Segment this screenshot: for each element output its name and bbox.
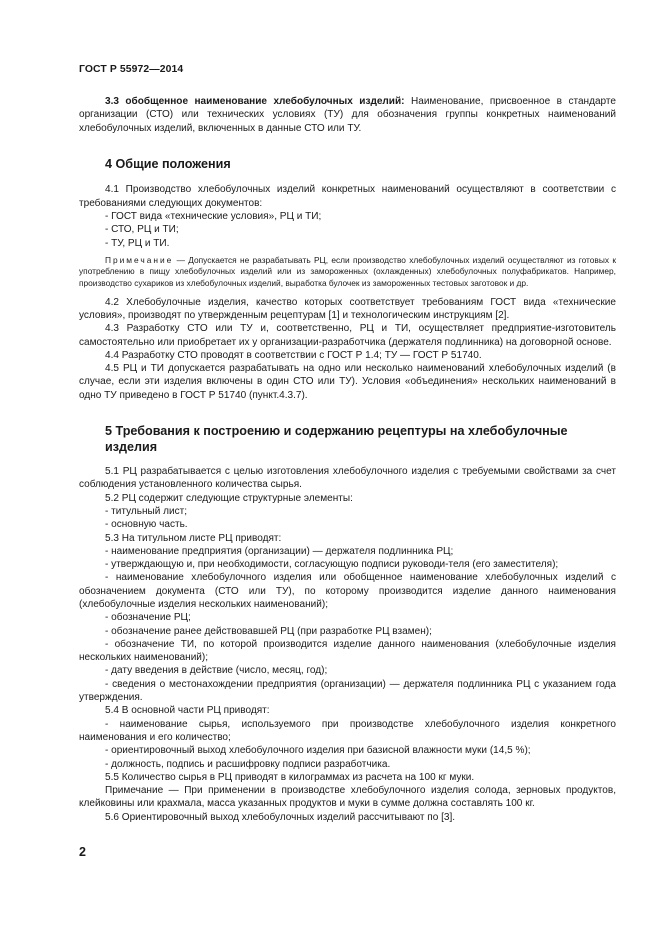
list-item: - ТУ, РЦ и ТИ. bbox=[105, 237, 170, 249]
clause-5-6: 5.6 Ориентировочный выход хлебобулочных изделий рассчитывают по [3]. bbox=[105, 811, 456, 823]
list-item: - утверждающую и, при необходимости, согласующую подписи руководи-теля (его заместителя); bbox=[105, 559, 559, 571]
clause-5-3: 5.3 На титульном листе РЦ приводят: bbox=[105, 532, 282, 544]
list-item: - СТО, РЦ и ТИ; bbox=[105, 224, 179, 236]
list-item: - наименование хлебобулочного изделия или обобщенное наименование хлебобулочных изделий с обозначением документа (СТО или ТУ), по которому производится изделие данного наименования (хлебобулочные изделия нескольких наименований); bbox=[79, 572, 616, 610]
list-item: - дату введения в действие (число, месяц, год); bbox=[105, 665, 328, 677]
section-4-heading: 4 Общие положения bbox=[105, 156, 231, 171]
list-item: - наименование сырья, используемого при производстве хлебобулочного изделия конкретного наименования и его количество; bbox=[79, 718, 616, 743]
clause-4-3: 4.3 Разработку СТО или ТУ и, соответственно, РЦ и ТИ, осуществляет предприятие-изготовитель самостоятельно или приобретает их у организации-разработчика (держателя подлинника) на договорной основе. bbox=[79, 323, 616, 348]
clause-5-5-note: Примечание — При применении в производстве хлебобулочного изделия солода, зерновых продуктов, клейковины или крахмала, масса указанных продуктов и муки в сумме должна составлять 100 кг. bbox=[79, 785, 616, 810]
list-item: - ГОСТ вида «технические условия», РЦ и ТИ; bbox=[105, 210, 322, 222]
clause-5-4: 5.4 В основной части РЦ приводят: bbox=[105, 705, 270, 717]
page-number: 2 bbox=[79, 845, 86, 859]
document-header: ГОСТ Р 55972—2014 bbox=[79, 64, 184, 75]
list-item: - ориентировочный выход хлебобулочного изделия при базисной влажности муки (14,5 %); bbox=[105, 745, 531, 757]
document-body bbox=[79, 95, 616, 824]
clause-4-5: 4.5 РЦ и ТИ допускается разрабатывать на одно или несколько наименований хлебобулочных изделий (в случае, если эти изделия включены в один СТО или ТУ). Условия «объединения» нескольких наименований в одно ТУ приведено в ГОСТ Р 51740 (пункт.4.3.7). bbox=[79, 363, 616, 401]
clause-4-4: 4.4 Разработку СТО проводят в соответствии с ГОСТ Р 1.4; ТУ — ГОСТ Р 51740. bbox=[105, 349, 482, 361]
note-label: Примечание bbox=[105, 254, 174, 265]
section-5-heading: 5 Требования к построению и содержанию рецептуры на хлебобулочные изделия bbox=[105, 424, 568, 454]
clause-5-2: 5.2 РЦ содержит следующие структурные элементы: bbox=[105, 492, 353, 504]
clause-3-3-definition: Наименование, присвоенное в стандарте организации (СТО) или технических условиях (ТУ) для обозначения группы конкретных наименований хлебобулочных изделий, включенных в данные СТО или ТУ. bbox=[79, 96, 616, 134]
list-item: - сведения о местонахождении предприятия (организации) — держателя подлинника РЦ с указанием года утверждения. bbox=[79, 678, 616, 704]
list-item: - основную часть. bbox=[105, 519, 188, 531]
list-item: - титульный лист; bbox=[105, 505, 188, 517]
list-item: - обозначение РЦ; bbox=[105, 612, 191, 624]
clause-4-2: 4.2 Хлебобулочные изделия, качество которых соответствует требованиям ГОСТ вида «технические условия», производят по утвержденным рецептурам [1] и технологическим инструкциям [2]. bbox=[79, 296, 616, 321]
clause-3-3-term: 3.3 обобщенное наименование хлебобулочных изделий: bbox=[105, 96, 405, 107]
list-item: - обозначение ТИ, по которой производится изделие данного наименования (хлебобулочные изделия нескольких наименований); bbox=[79, 638, 616, 664]
list-item: - должность, подпись и расшифровку подписи разработчика. bbox=[105, 758, 391, 770]
clause-5-5: 5.5 Количество сырья в РЦ приводят в килограммах из расчета на 100 кг муки. bbox=[105, 771, 475, 783]
list-item: - наименование предприятия (организации) — держателя подлинника РЦ; bbox=[105, 545, 454, 557]
note-4-1 bbox=[79, 255, 616, 290]
list-item: - обозначение ранее действовавшей РЦ (при разработке РЦ взамен); bbox=[105, 625, 432, 637]
clause-4-1: 4.1 Производство хлебобулочных изделий конкретных наименований осуществляют в соответствии с требованиями следующих документов: bbox=[79, 184, 616, 209]
clause-5-1: 5.1 РЦ разрабатывается с целью изготовления хлебобулочного изделия с требуемыми свойствами за счет соблюдения установленного количества сырья. bbox=[79, 466, 616, 491]
clause-3-3 bbox=[79, 95, 616, 135]
note-text: — Допускается не разрабатывать РЦ, если производство хлебобулочных изделий осуществляют из готовых к употреблению в пищу хлебобулочных изделий или из замороженных (охлажденных) хлебобулочных полуфабрикатов. Например, производство сухариков из хлебобулочных изделий, выработка булочек из замороженных тестовых заготовок и др. bbox=[79, 254, 616, 289]
